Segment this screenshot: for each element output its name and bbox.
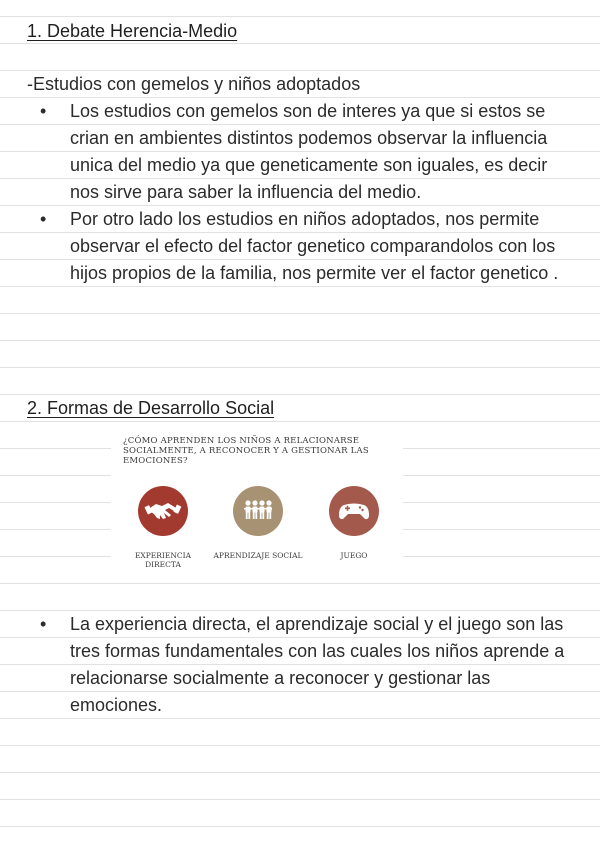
- section2-bullet-list: [0, 611, 570, 719]
- handshake-icon: [138, 486, 188, 536]
- section1-heading: 1. Debate Herencia-Medio: [27, 21, 238, 41]
- section2-heading: 2. Formas de Desarrollo Social: [27, 398, 275, 418]
- bullet-text: Los estudios con gemelos son de interes ya que si estos se crian en ambientes distintos podemos observar la influencia unica del medio ya que geneticamente son iguales, es decir nos sirve para saber la influencia del medio.: [70, 101, 548, 202]
- social-development-infographic: [111, 428, 403, 581]
- list-item: [0, 611, 570, 719]
- experiencia-directa-label: EXPERIENCIA DIRECTA: [134, 551, 192, 569]
- people-group-icon: [233, 486, 283, 536]
- bullet-text: Por otro lado los estudios en niños adoptados, nos permite observar el efecto del factor genetico comparandolos con los hijos propios de la familia, nos permite ver el factor genetico .: [70, 209, 559, 283]
- gamepad-icon: [329, 486, 379, 536]
- bullet-dot: •: [40, 614, 47, 634]
- infographic-title: ¿CÓMO APRENDEN LOS NIÑOS A RELACIONARSE SOCIALMENTE, A RECONOCER Y A GESTIONAR LAS EMOCIONES?: [123, 436, 369, 466]
- list-item: [0, 98, 570, 206]
- bullet-text: La experiencia directa, el aprendizaje social y el juego son las tres formas fundamentales con las cuales los niños aprende a relacionarse socialmente a reconocer y gestionar las emociones.: [70, 614, 565, 715]
- aprendizaje-social-label: APRENDIZAJE SOCIAL: [213, 551, 303, 560]
- section1-subheading: -Estudios con gemelos y niños adoptados: [27, 74, 361, 94]
- list-item: [0, 206, 570, 287]
- juego-label: JUEGO: [340, 551, 368, 560]
- bullet-dot: •: [40, 209, 47, 229]
- bullet-dot: •: [40, 101, 47, 121]
- section1-bullet-list: [0, 98, 570, 287]
